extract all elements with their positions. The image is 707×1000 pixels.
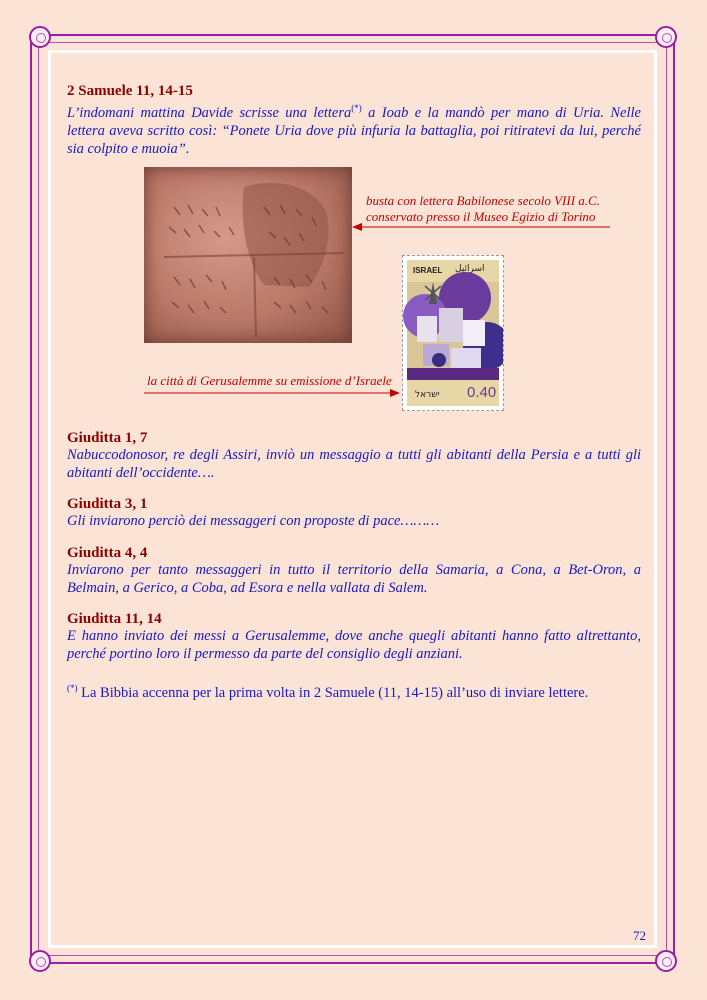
section-text: Gli inviarono perciò dei messaggeri con proposte di pace………	[67, 513, 440, 529]
section-heading: 2 Samuele 11, 14-15	[67, 83, 193, 99]
tablet-arrow-icon	[350, 220, 612, 234]
stamp-value: 0.40	[467, 384, 497, 401]
stamp-country-arabic: اسرائيل	[455, 264, 485, 274]
corner-ornament-icon	[29, 950, 51, 972]
section-heading: Giuditta 3, 1	[67, 496, 148, 512]
babylonian-tablet-image	[144, 167, 352, 343]
corner-ornament-icon	[29, 26, 51, 48]
stamp-arrow-icon	[144, 386, 402, 400]
corner-ornament-icon	[655, 26, 677, 48]
section-heading: Giuditta 4, 4	[67, 545, 148, 561]
stamp-caption: la città di Gerusalemme su emissione d’Israele	[147, 373, 392, 388]
stamp-country-hebrew: ישראל	[415, 390, 440, 400]
section-heading: Giuditta 1, 7	[67, 430, 148, 446]
section-text: L’indomani mattina Davide scrisse una lettera(*) a Ioab e la mandò per mano di Uria. Nelle lettera aveva scritto così: “Ponete Uria dove più infuria la battaglia, poi ritiratevi da lui, perché sia colpito e muoia”.	[67, 103, 641, 157]
footnote: (*) La Bibbia accenna per la prima volta in 2 Samuele (11, 14-15) all’uso di inviare lettere.	[67, 683, 589, 701]
footnote-mark: (*)	[67, 683, 78, 693]
tablet-caption-line2: conservato presso il Museo Egizio di Torino	[366, 209, 596, 224]
section-heading: Giuditta 11, 14	[67, 611, 162, 627]
tablet-caption-line1: busta con lettera Babilonese secolo VIII a.C.	[366, 193, 600, 208]
section-text: E hanno inviato dei messi a Gerusalemme, dove anche quegli abitanti hanno fatto altrettanto, perché portino loro il permesso da parte del consiglio degli anziani.	[67, 628, 641, 662]
israel-stamp-image	[402, 255, 504, 411]
section-text: Inviarono per tanto messaggeri in tutto il territorio della Samaria, a Cona, a Bet-Oron, a Belmain, a Gerico, a Coba, ad Esora e nella vallata di Salem.	[67, 562, 641, 596]
page-number: 72	[633, 928, 646, 943]
stamp-country-latin: ISRAEL	[413, 266, 443, 275]
footnote-mark: (*)	[351, 103, 362, 113]
corner-ornament-icon	[655, 950, 677, 972]
section-text: Nabuccodonosor, re degli Assiri, inviò un messaggio a tutti gli abitanti della Persia e a tutti gli abitanti dell’occidente….	[67, 447, 641, 481]
